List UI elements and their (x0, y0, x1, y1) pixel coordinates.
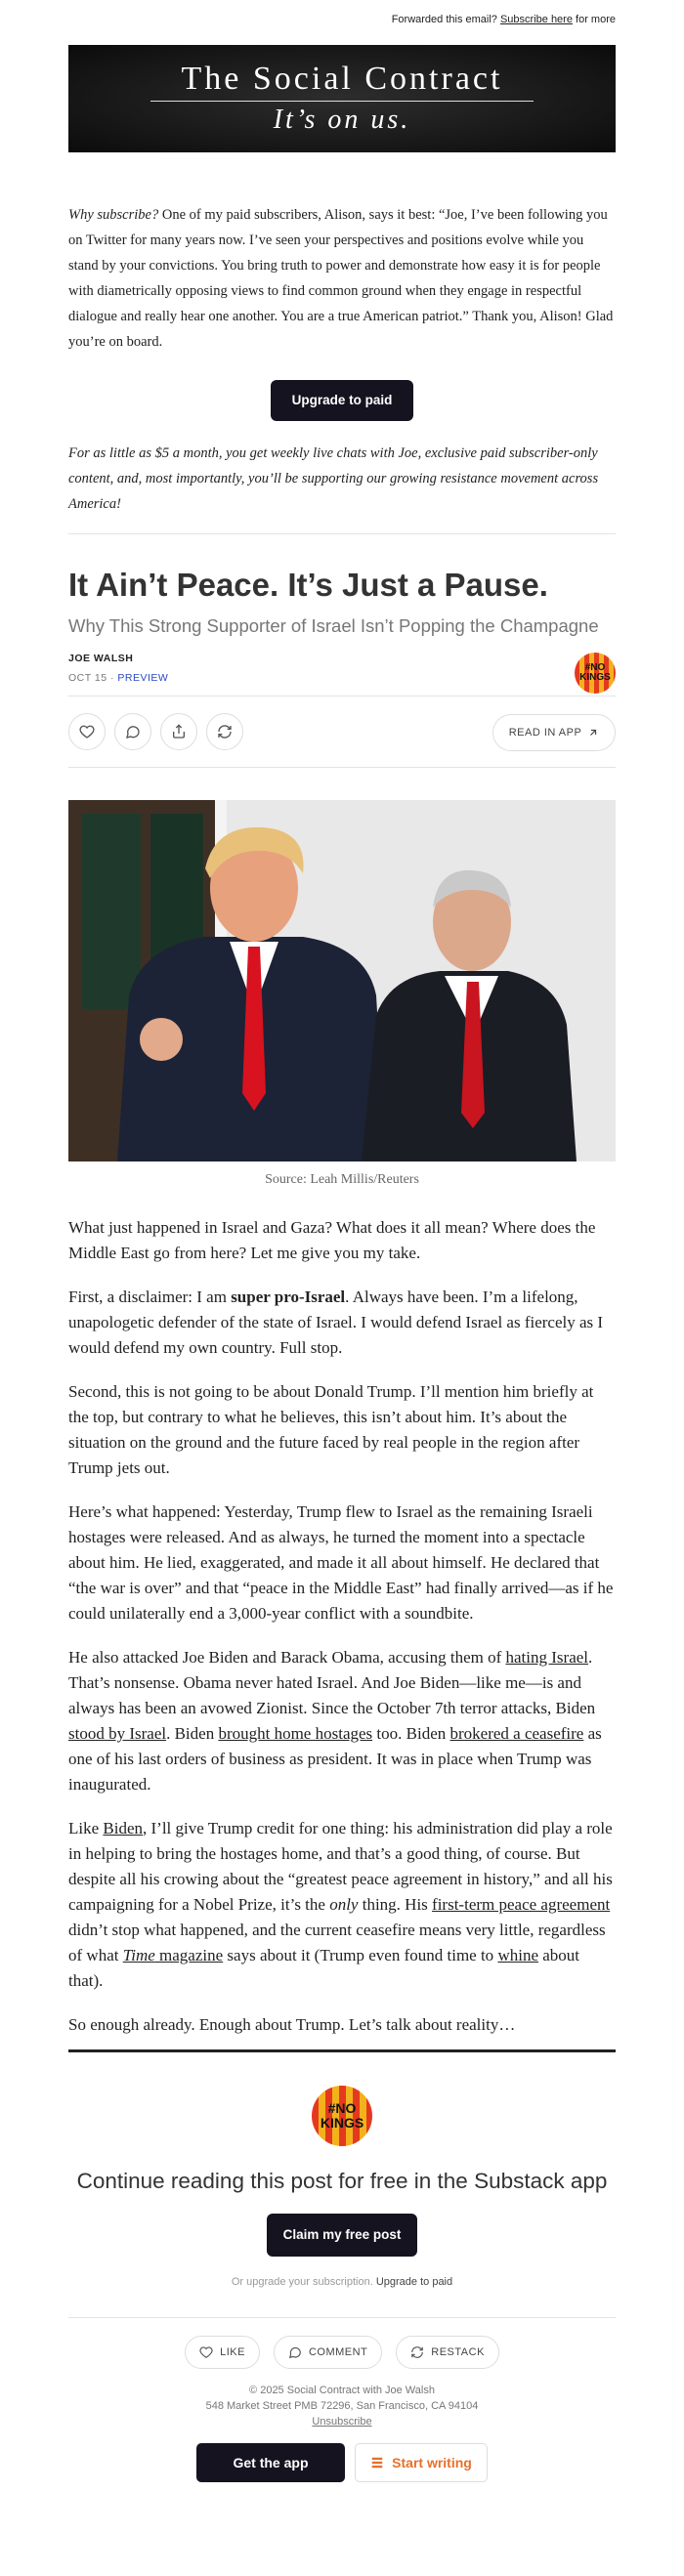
forward-prefix: Forwarded this email? (391, 14, 497, 25)
publication-logo[interactable] (312, 2086, 372, 2146)
paragraph-1: What just happened in Israel and Gaza? What does it all mean? Where does the Middle East go from here? Let me give you my take. (68, 1218, 596, 1262)
promo-text: For as little as $5 a month, you get weekly live chats with Joe, exclusive paid subscriber-only content, and, most importantly, you’ll be supporting our growing resistance movement across America! (68, 445, 599, 512)
heart-icon (79, 724, 95, 739)
publication-tagline: It’s on us. (273, 105, 411, 135)
link-whine[interactable]: whine (497, 1946, 538, 1964)
logo-text: #NO KINGS (320, 2100, 364, 2131)
paywall-cta (68, 2086, 616, 2288)
paragraph-5 (68, 1645, 616, 1797)
text: , I’ll give Trump credit for one thing: his administration did play a role in helping to bring the hostages home, and that’s a good thing, of course. But despite all his crowing about the “greatest peace agreement in history,” and all his campaigning for a Nobel Prize, it’s the (68, 1819, 613, 1914)
arrow-up-right-icon (587, 727, 599, 739)
divider (68, 767, 616, 768)
restack-label: RESTACK (431, 2346, 485, 2358)
text: He also attacked Joe Biden and Barack Obama, accusing them of (68, 1648, 506, 1667)
text: . Biden (166, 1724, 219, 1743)
mailing-address: 548 Market Street PMB 72296, San Francisco, CA 94104 (205, 2400, 479, 2412)
paragraph-2 (68, 1285, 616, 1361)
forward-notice (68, 0, 616, 29)
pen-icon (370, 2456, 384, 2470)
forward-suffix: for more (576, 14, 616, 25)
text: too. Biden (372, 1724, 450, 1743)
banner-rule (150, 101, 534, 102)
like-label: LIKE (220, 2346, 245, 2358)
link-brought-home-hostages[interactable]: brought home hostages (218, 1724, 373, 1743)
link-time-rest: magazine (154, 1946, 224, 1964)
divider (68, 2317, 616, 2318)
comment-icon (125, 724, 141, 739)
post-subtitle: Why This Strong Supporter of Israel Isn’t Popping the Champagne (68, 615, 599, 636)
claim-free-post-button[interactable]: Claim my free post (267, 2214, 417, 2257)
photo-illustration (68, 800, 616, 1161)
get-app-button[interactable]: Get the app (196, 2443, 345, 2482)
text: says about it (Trump even found time to (223, 1946, 498, 1964)
link-brokered-ceasefire[interactable]: brokered a ceasefire (449, 1724, 584, 1743)
paragraph-3: Second, this is not going to be about Donald Trump. I’ll mention him briefly at the top, but contrary to what he believes, this isn’t about him. It’s about the situation on the ground and the future faced by real people in the region after Trump jets out. (68, 1382, 594, 1477)
share-button[interactable] (160, 713, 197, 750)
comment-button[interactable] (114, 713, 151, 750)
divider (68, 533, 616, 534)
author-name[interactable]: JOE WALSH (68, 653, 134, 664)
link-biden[interactable]: Biden (103, 1819, 144, 1837)
comment-label: COMMENT (308, 2346, 368, 2358)
pitch-lead: Why subscribe? (68, 207, 159, 223)
email-footer (68, 2383, 616, 2429)
preview-label: PREVIEW (117, 672, 169, 684)
post-image[interactable] (68, 800, 616, 1161)
subscribe-link[interactable]: Subscribe here (499, 14, 573, 25)
post-actions (68, 697, 616, 767)
publication-banner[interactable] (68, 45, 616, 152)
link-time-italic: Time (122, 1946, 155, 1964)
restack-icon (410, 2345, 424, 2359)
like-button[interactable] (68, 713, 106, 750)
text: thing. His (358, 1895, 433, 1914)
link-peace-agreement[interactable]: first-term peace agreement (432, 1895, 611, 1914)
text: about that). (68, 1946, 580, 1990)
email-container (68, 0, 616, 2482)
restack-button[interactable] (396, 2336, 499, 2369)
paragraph-4: Here’s what happened: Yesterday, Trump flew to Israel as the remaining Israeli hostages were released. And as always, he turned the moment into a spectacle about him. He lied, exaggerated, and made it all about himself. He declared that “the war is over” and that “peace in the Middle East” had finally arrived—as if he could unilaterally end a 3,000-year conflict with a soundbite. (68, 1502, 614, 1623)
comment-icon (288, 2345, 302, 2359)
image-caption: Source: Leah Millis/Reuters (265, 1172, 419, 1187)
text: Like (68, 1819, 104, 1837)
read-in-app-label: READ IN APP (508, 727, 582, 739)
read-in-app-button[interactable] (492, 714, 616, 751)
logo-text: #NO KINGS (579, 662, 611, 683)
upgrade-link[interactable]: Upgrade to paid (375, 2276, 453, 2288)
date-separator: · (107, 672, 118, 684)
restack-icon (217, 724, 233, 739)
paragraph-7: So enough already. Enough about Trump. Let’s talk about reality… (68, 2015, 516, 2034)
start-writing-label: Start writing (392, 2455, 472, 2470)
post-body (68, 1215, 616, 2038)
link-time-magazine[interactable] (123, 1946, 223, 1964)
heart-icon (199, 2345, 213, 2359)
bold-text: super pro-Israel (231, 1288, 346, 1306)
text: didn’t stop what happened, and the current ceasefire means very little, regardless of what (68, 1921, 606, 1964)
byline (68, 653, 616, 696)
comment-button[interactable] (274, 2336, 382, 2369)
copyright: © 2025 Social Contract with Joe Walsh (249, 2385, 435, 2396)
pitch-text: One of my paid subscribers, Alison, says it best: “Joe, I’ve been following you on Twitter for many years now. I’ve seen your perspectives and positions evolve while you stand by your convictions. You bring truth to power and demonstrate how easy it is for people with diametrically opposing views to find common ground when they engage in respectful dialogue and really hear one another. You are a true American patriot.” Thank you, Alison! Glad you’re on board. (68, 207, 614, 350)
text: . Always have been. I’m a lifelong, unapologetic defender of the state of Israel. I would defend Israel as fiercely as I would defend my own country. Full stop. (68, 1288, 604, 1357)
text: as one of his last orders of business as president. It was in place when Trump was inaugurated. (68, 1724, 602, 1794)
paywall-divider (68, 2049, 616, 2052)
like-button[interactable] (185, 2336, 260, 2369)
link-stood-by-israel[interactable]: stood by Israel (68, 1724, 167, 1743)
start-writing-button[interactable] (355, 2443, 488, 2482)
post-date: OCT 15 (68, 672, 107, 684)
subscribe-pitch (68, 202, 616, 355)
app-buttons (68, 2443, 616, 2482)
unsubscribe-link[interactable]: Unsubscribe (312, 2416, 372, 2428)
italic-text: only (329, 1895, 359, 1914)
link-hating-israel[interactable]: hating Israel (505, 1648, 589, 1667)
restack-button[interactable] (206, 713, 243, 750)
cta-title: Continue reading this post for free in the Substack app (76, 2169, 608, 2193)
text: . That’s nonsense. Obama never hated Israel. And Joe Biden—like me—is and always has been an avowed Zionist. Since the October 7th terror attacks, Biden (68, 1648, 596, 1717)
publication-title: The Social Contract (181, 61, 503, 97)
paragraph-6 (68, 1816, 616, 1994)
post-title[interactable]: It Ain’t Peace. It’s Just a Pause. (68, 567, 548, 603)
upgrade-note-text: Or upgrade your subscription. (231, 2276, 373, 2288)
upgrade-note (68, 2276, 616, 2288)
upgrade-button[interactable]: Upgrade to paid (271, 380, 413, 421)
publication-logo[interactable] (575, 653, 616, 694)
post-date-line (68, 672, 616, 684)
engagement-bar (68, 2336, 616, 2369)
text: First, a disclaimer: I am (68, 1288, 232, 1306)
share-icon (171, 724, 187, 739)
